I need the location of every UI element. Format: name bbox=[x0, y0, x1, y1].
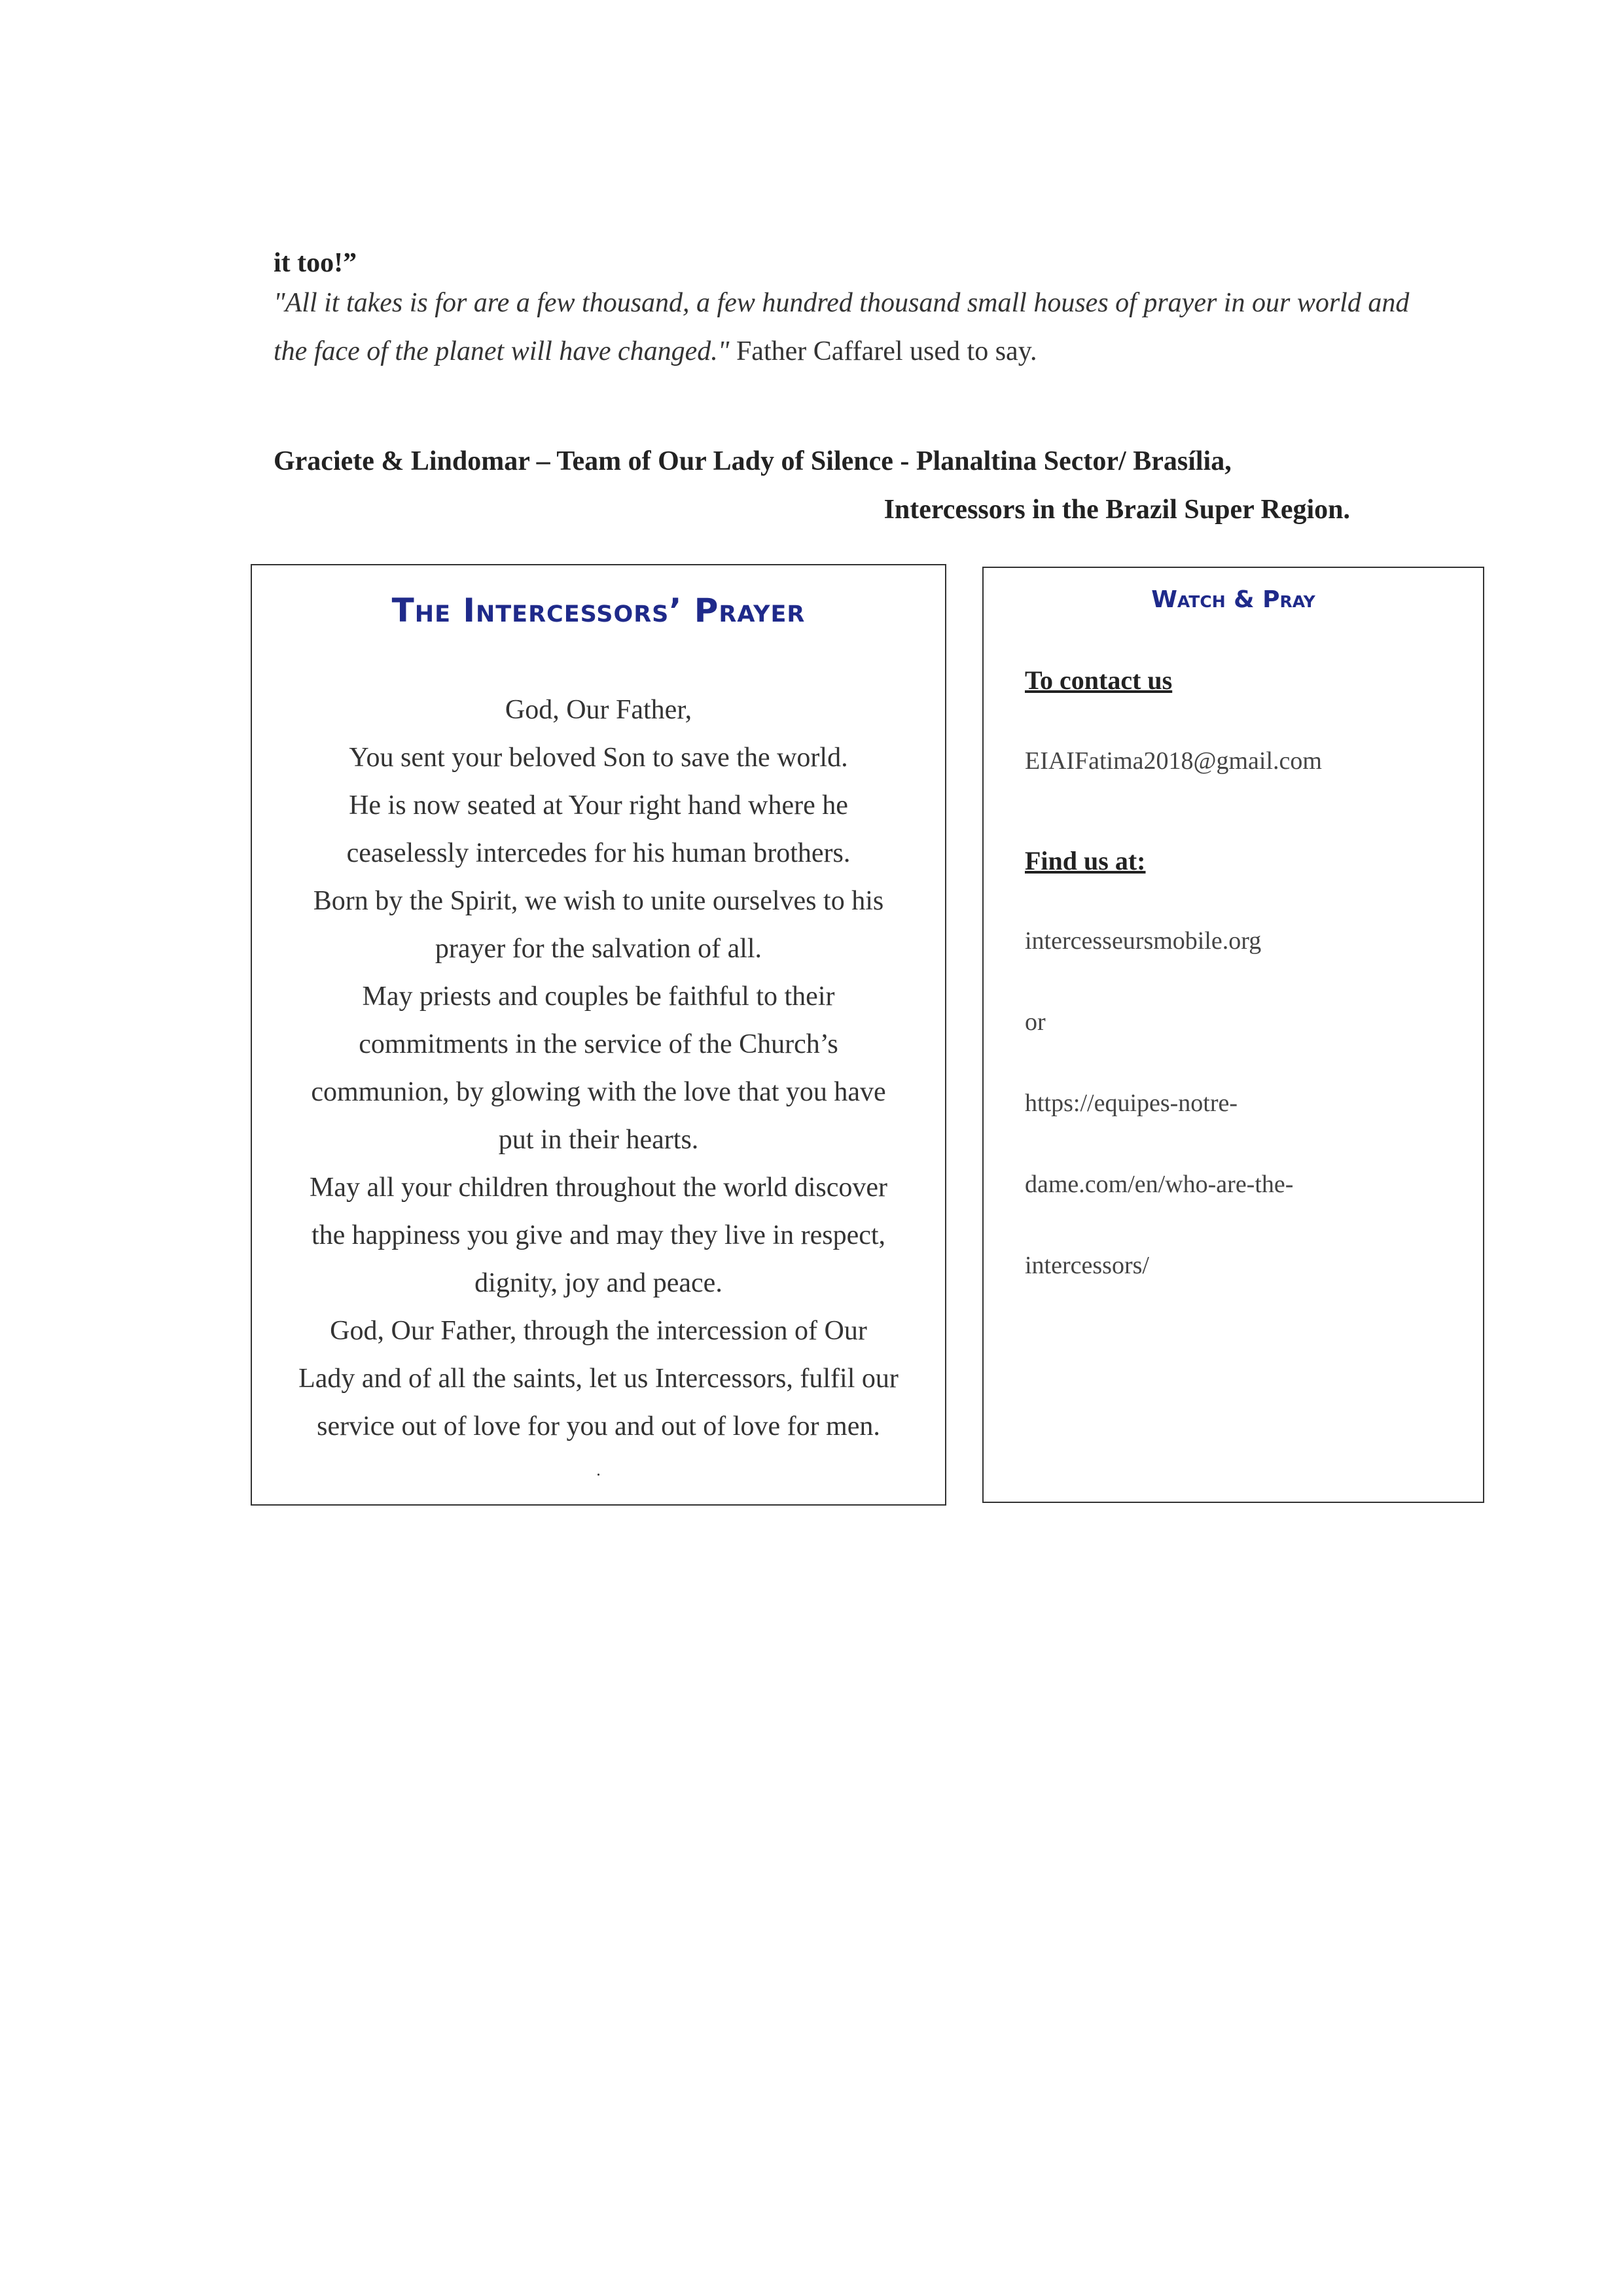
prayer-line: put in their hearts. bbox=[498, 1125, 699, 1155]
email-link[interactable]: EIAIFatima2018@gmail.com bbox=[1025, 747, 1322, 775]
quote-italic-1: "All it takes is for are a few thousand, a few hundred thousand small houses of prayer in our world and bbox=[274, 288, 1410, 318]
url-link-line-2[interactable]: dame.com/en/who-are-the- bbox=[1025, 1171, 1294, 1198]
prayer-line: ceaselessly intercedes for his human brothers. bbox=[346, 838, 851, 868]
contact-box-title: Watch & Pray bbox=[1151, 586, 1315, 613]
url-link-line-1[interactable]: https://equipes-notre- bbox=[1025, 1089, 1238, 1117]
prayer-line: Lady and of all the saints, let us Intercessors, fulfil our bbox=[298, 1364, 899, 1394]
prayer-body bbox=[265, 686, 932, 1490]
prayer-line: May priests and couples be faithful to their bbox=[362, 981, 835, 1012]
quote-attribution: Father Caffarel used to say. bbox=[729, 336, 1037, 366]
prayer-line: You sent your beloved Son to save the world. bbox=[349, 743, 848, 773]
contact-box bbox=[982, 567, 1484, 1503]
prayer-line: God, Our Father, through the intercession of Our bbox=[330, 1316, 867, 1346]
continuation-text: it too!” bbox=[274, 248, 357, 278]
prayer-line: service out of love for you and out of love for men. bbox=[317, 1411, 880, 1441]
prayer-title: The Intercessors’ Prayer bbox=[391, 592, 806, 629]
prayer-box bbox=[251, 564, 946, 1506]
quote-line-1 bbox=[274, 279, 1410, 327]
prayer-line: communion, by glowing with the love that you have bbox=[311, 1077, 886, 1107]
prayer-line: commitments in the service of the Church’s bbox=[359, 1029, 838, 1059]
find-us-heading: Find us at: bbox=[1025, 846, 1146, 875]
signature-line-1: Graciete & Lindomar – Team of Our Lady of Silence - Planaltina Sector/ Brasília, bbox=[274, 446, 1232, 476]
contact-heading: To contact us bbox=[1025, 665, 1173, 695]
quote-line-2 bbox=[274, 327, 1360, 376]
website-link[interactable]: intercesseursmobile.org bbox=[1025, 927, 1262, 955]
prayer-line: . bbox=[596, 1460, 601, 1479]
signature bbox=[274, 437, 1350, 534]
prayer-line: Born by the Spirit, we wish to unite ourselves to his bbox=[313, 886, 884, 916]
prayer-line: May all your children throughout the world discover bbox=[310, 1173, 887, 1203]
or-text: or bbox=[1025, 1008, 1046, 1036]
url-link-line-3[interactable]: intercessors/ bbox=[1025, 1252, 1149, 1279]
quote-section bbox=[274, 247, 1410, 376]
prayer-line: God, Our Father, bbox=[505, 695, 692, 725]
prayer-line: dignity, joy and peace. bbox=[474, 1268, 722, 1298]
prayer-line: prayer for the salvation of all. bbox=[435, 934, 762, 964]
quote-italic-2: the face of the planet will have changed." bbox=[274, 336, 730, 366]
signature-line-2: Intercessors in the Brazil Super Region. bbox=[883, 495, 1350, 525]
prayer-line: the happiness you give and may they live in respect, bbox=[311, 1220, 886, 1250]
prayer-line: He is now seated at Your right hand where he bbox=[349, 790, 848, 821]
